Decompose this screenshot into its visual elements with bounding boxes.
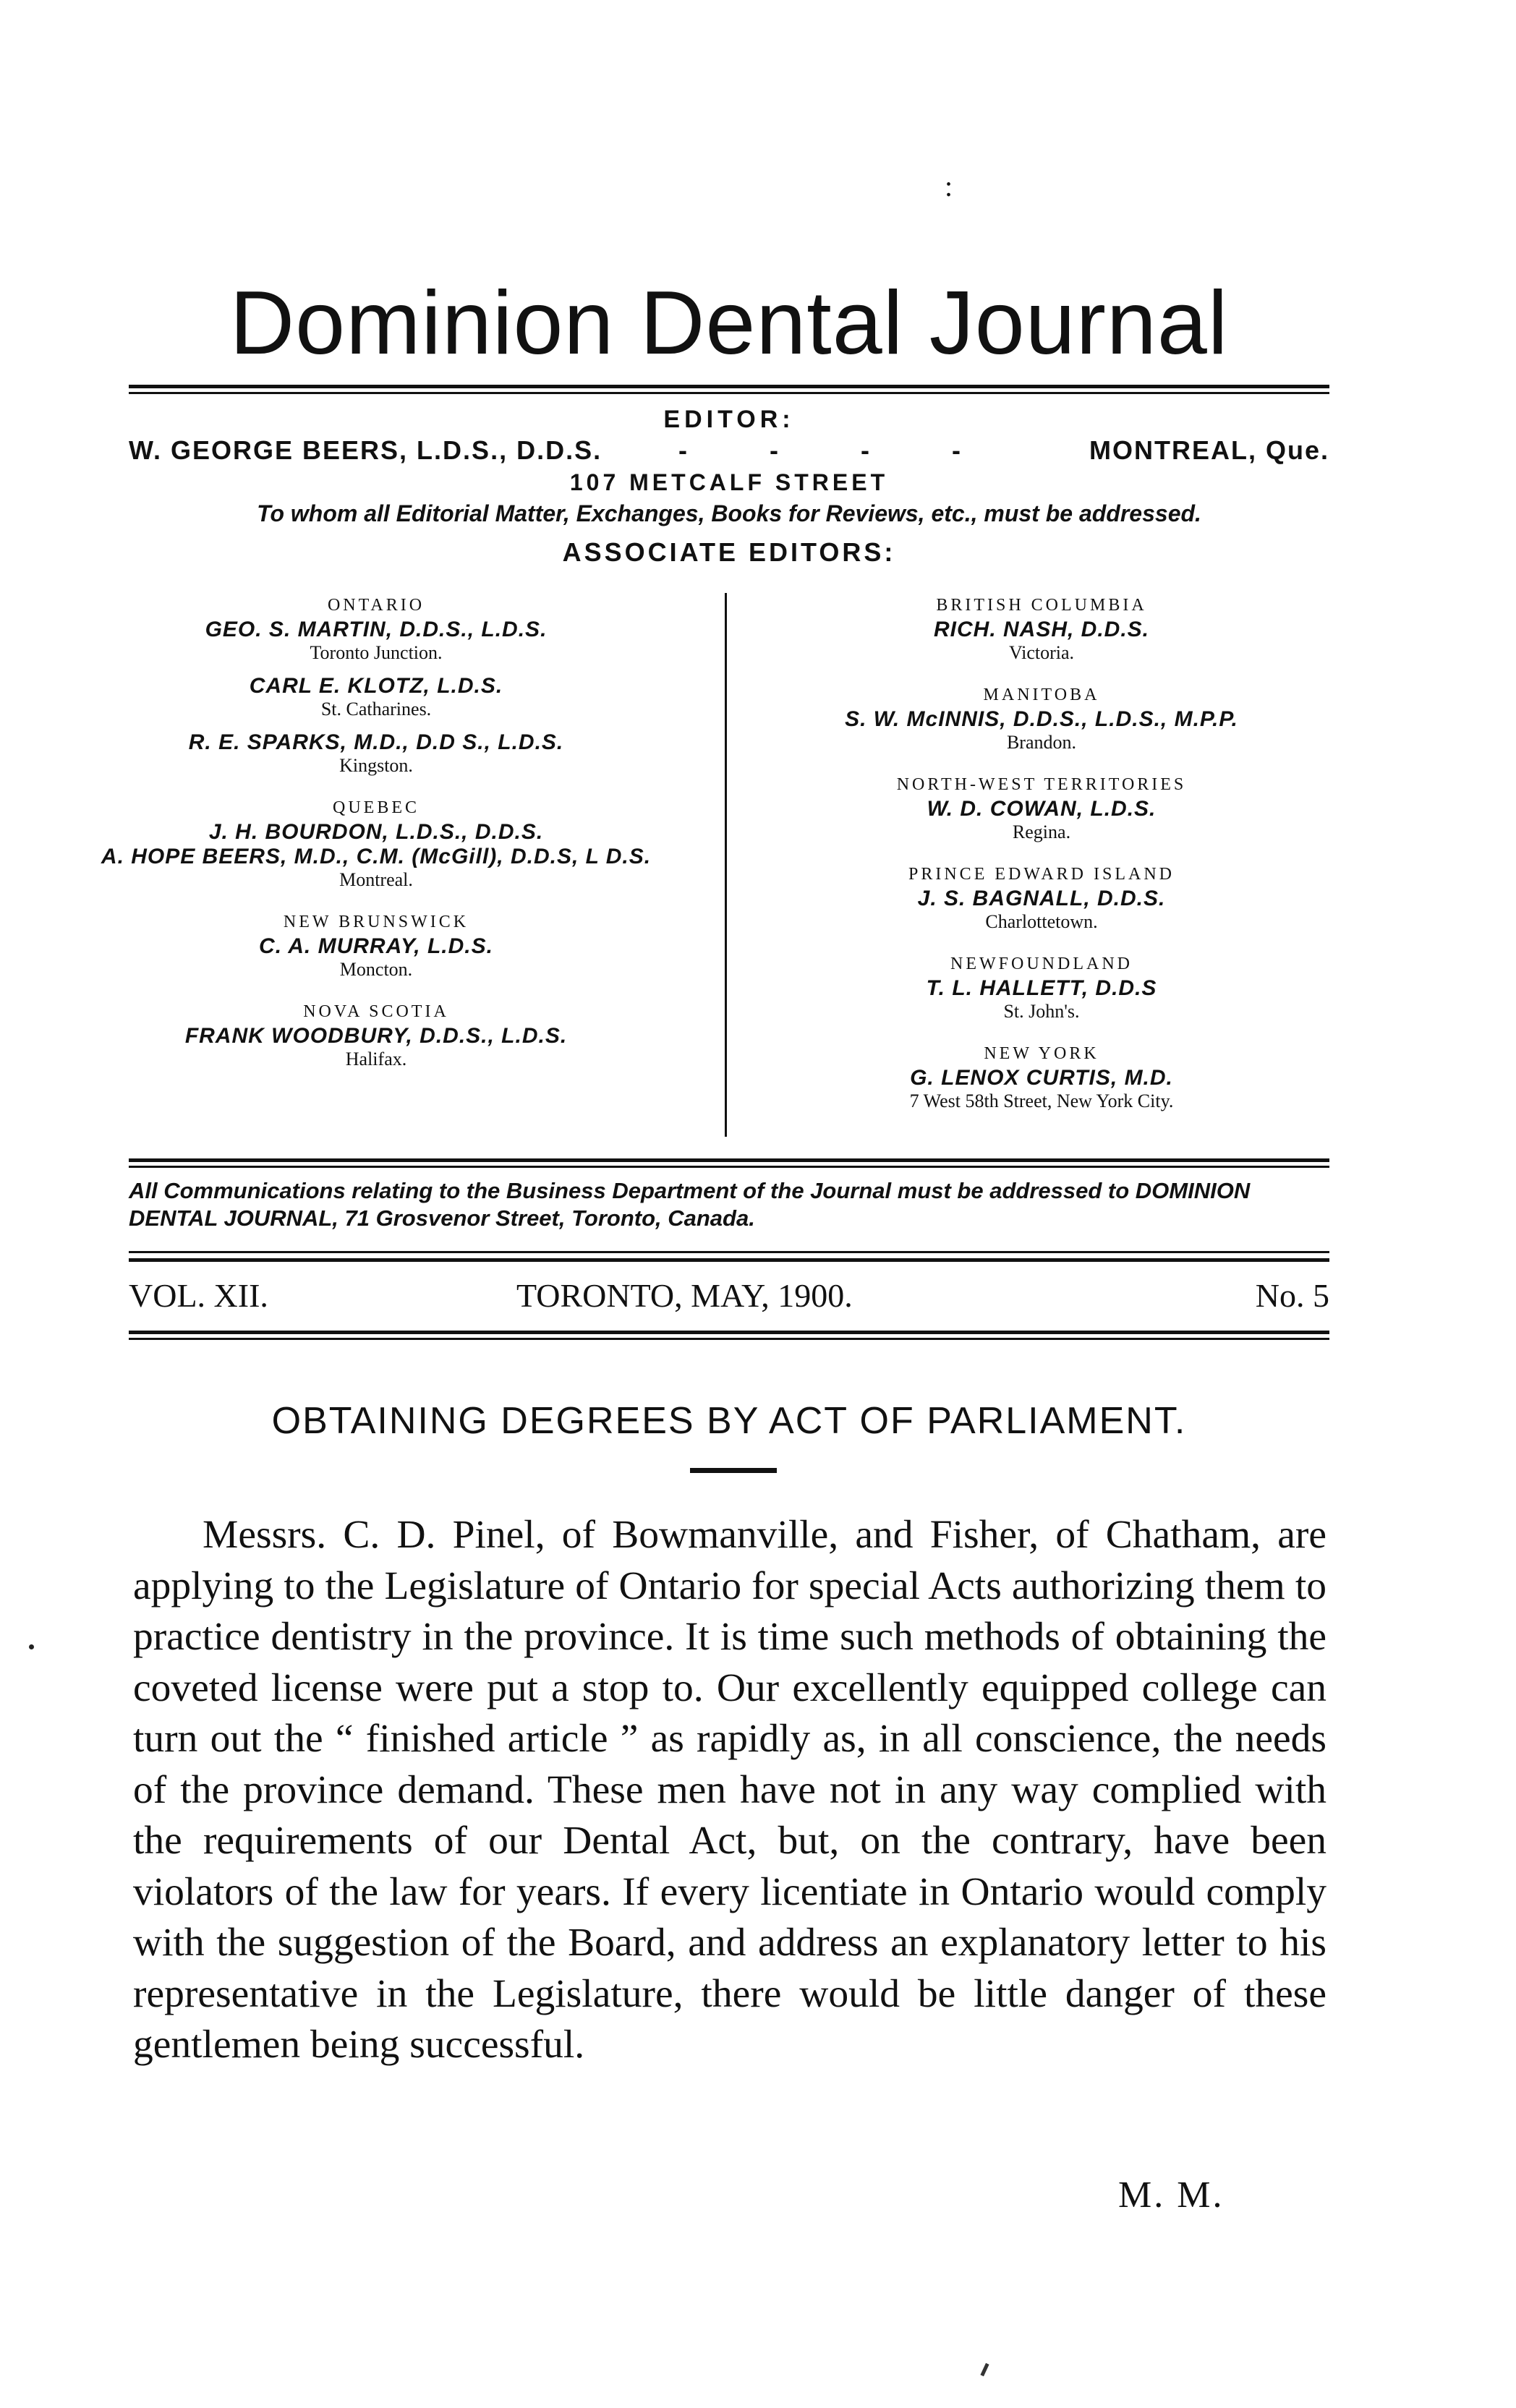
province-block [752, 683, 1331, 753]
editor-label: EDITOR: [663, 406, 795, 433]
communications-notice: All Communications relating to the Business Department of the Journal must be addressed to DOMINION DENTAL JOURNAL, 71 Grosvenor Street, Toronto, Canada. [129, 1178, 1251, 1231]
province-name: NOVA SCOTIA [303, 1002, 449, 1021]
province-block [752, 772, 1331, 843]
editor-location: Toronto Junction. [310, 642, 443, 663]
editor-location: Brandon. [1006, 732, 1077, 753]
editorial-address-note: To whom all Editorial Matter, Exchanges, Books for Reviews, etc., must be addressed. [257, 500, 1201, 526]
editor-name: W. GEORGE BEERS, L.D.S., D.D.S. [129, 435, 602, 465]
editor-name: C. A. MURRAY, L.D.S. [259, 934, 493, 958]
editor-line [129, 435, 1329, 466]
issue-rule-top-2 [129, 1258, 1329, 1262]
journal-title: Dominion Dental Journal [229, 273, 1229, 373]
editor-location: Moncton. [339, 959, 413, 980]
associate-editors-label: ASSOCIATE EDITORS: [562, 537, 896, 567]
editor-name: A. HOPE BEERS, M.D., C.M. (McGill), D.D.S, L D.S. [101, 845, 652, 868]
article-paragraph: Messrs. C. D. Pinel, of Bowmanville, and Fisher, of Chatham, are applying to the Legislature of Ontario for special Acts authorizing them to practice dentistry in the province. It is time such methods of obtaining the coveted license were put a stop to. Our excellently equipped college can turn out the “ finished article ” as rapidly as, in all conscience, the needs of the province demand. These men have not in any way complied with the requirements of our Dental Act, but, on the contrary, have been violators of the law for years. If every licentiate in Ontario would comply with the suggestion of the Board, and address an explanatory letter to his representative in the Legislature, there would be little danger of these gentlemen being successful. [133, 1513, 1326, 2067]
masthead-rule-bottom [129, 392, 1329, 394]
editor-leader-dots: - - - - [678, 435, 998, 465]
editor-location: 7 West 58th Street, New York City. [909, 1090, 1174, 1111]
editor-name: FRANK WOODBURY, D.D.S., L.D.S. [184, 1024, 568, 1048]
province-name: NEW BRUNSWICK [283, 913, 469, 931]
issue-rule-top-1 [129, 1251, 1329, 1253]
editor-location: St. John's. [1003, 1001, 1080, 1022]
editor-name: J. S. BAGNALL, D.D.S. [917, 887, 1166, 910]
editor-name: RICH. NASH, D.D.S. [933, 618, 1150, 641]
print-speck [29, 1644, 34, 1649]
column-divider [725, 593, 727, 1137]
article-body [133, 1510, 1326, 2071]
editor-location: Charlottetown. [985, 911, 1098, 932]
province-block [87, 795, 665, 891]
editor-name: W. D. COWAN, L.D.S. [927, 797, 1157, 821]
province-name: QUEBEC [333, 798, 420, 817]
associate-editors-left-column [87, 593, 665, 1089]
editor-street: 107 METCALF STREET [569, 469, 889, 495]
province-block [752, 952, 1331, 1022]
colon-mark: : [945, 170, 953, 202]
associate-editors-right-column [752, 593, 1331, 1131]
province-name: PRINCE EDWARD ISLAND [908, 865, 1175, 884]
province-name: MANITOBA [983, 686, 1100, 704]
editor-location: Kingston. [339, 755, 413, 776]
province-block [87, 593, 665, 777]
volume-number: VOL. XII. [129, 1277, 268, 1314]
province-name: NEW YORK [984, 1044, 1099, 1063]
province-name: ONTARIO [327, 596, 425, 615]
province-block [752, 1041, 1331, 1112]
editor-name: R. E. SPARKS, M.D., D.D S., L.D.S. [188, 730, 564, 754]
article-signature: M. M. [1118, 2174, 1225, 2216]
title-divider [690, 1468, 777, 1473]
editor-name: T. L. HALLETT, D.D.S [926, 976, 1157, 1000]
editor-name: J. H. BOURDON, L.D.S., D.D.S. [208, 820, 544, 844]
issue-rule-bottom-2 [129, 1338, 1329, 1340]
editor-location: Regina. [1012, 821, 1071, 842]
masthead-rule-top [129, 385, 1329, 388]
place-date: TORONTO, MAY, 1900. [516, 1277, 853, 1314]
province-block [87, 999, 665, 1070]
print-speck [980, 2363, 989, 2376]
province-name: BRITISH COLUMBIA [936, 596, 1147, 615]
issue-line [129, 1274, 1329, 1318]
province-block [752, 862, 1331, 933]
issue-rule-bottom-1 [129, 1331, 1329, 1334]
editor-name: S. W. McINNIS, D.D.S., L.D.S., M.P.P. [845, 707, 1238, 731]
editor-location: Montreal. [339, 869, 413, 890]
editor-name: GEO. S. MARTIN, D.D.S., L.D.S. [205, 618, 548, 641]
editors-rule-bottom [129, 1166, 1329, 1168]
province-name: NEWFOUNDLAND [950, 955, 1133, 973]
article-title: OBTAINING DEGREES BY ACT OF PARLIAMENT. [271, 1400, 1187, 1442]
editor-location: Halifax. [345, 1049, 407, 1069]
editor-location: Victoria. [1008, 642, 1075, 663]
editor-city: MONTREAL, Que. [1089, 435, 1329, 465]
province-name: NORTH-WEST TERRITORIES [896, 775, 1187, 794]
province-block [87, 910, 665, 981]
editor-location: St. Catharines. [320, 699, 432, 720]
editor-name: CARL E. KLOTZ, L.D.S. [249, 674, 503, 698]
issue-number: No. 5 [1255, 1277, 1329, 1314]
province-block [752, 593, 1331, 664]
editor-name: G. LENOX CURTIS, M.D. [910, 1066, 1173, 1090]
editors-rule-top [129, 1158, 1329, 1162]
